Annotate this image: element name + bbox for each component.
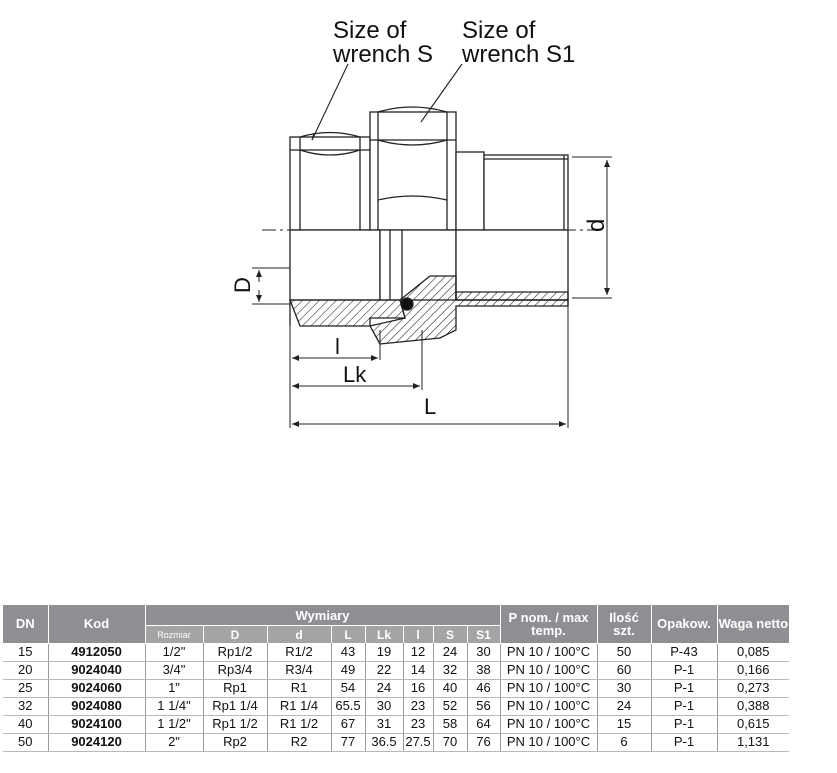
cell-L: 67 (331, 715, 365, 733)
cell-L: 77 (331, 733, 365, 751)
cell-d: R1 1/4 (267, 697, 331, 715)
cell-S: 32 (433, 661, 467, 679)
cell-dn: 15 (3, 643, 48, 661)
table-row (3, 697, 789, 715)
dim-l-label: l (335, 334, 340, 359)
wrench-s1-label-1: Size of (462, 17, 536, 44)
cell-Lk: 30 (365, 697, 403, 715)
cell-D: Rp1 1/2 (203, 715, 267, 733)
cell-Lk: 19 (365, 643, 403, 661)
cell-L: 49 (331, 661, 365, 679)
cell-rozmiar: 1 1/4" (145, 697, 203, 715)
cell-p-nom: PN 10 / 100°C (500, 715, 597, 733)
cell-p-nom: PN 10 / 100°C (500, 643, 597, 661)
thread-body (456, 152, 568, 230)
cell-S1: 30 (467, 643, 500, 661)
header-p-nom-line1: P nom. / max (508, 609, 589, 625)
dim-d-small-label: d (583, 218, 610, 232)
table-row (3, 715, 789, 733)
header-kod: Kod (48, 605, 145, 643)
cell-dn: 32 (3, 697, 48, 715)
cell-kod: 9024040 (48, 661, 145, 679)
cell-dn: 25 (3, 679, 48, 697)
cell-d: R1 (267, 679, 331, 697)
cell-d: R3/4 (267, 661, 331, 679)
header-waga: Waga netto (717, 605, 789, 643)
cell-S1: 38 (467, 661, 500, 679)
cell-ilosc: 24 (597, 697, 651, 715)
cell-ilosc: 6 (597, 733, 651, 751)
cell-D: Rp3/4 (203, 661, 267, 679)
wrench-s-label-2: wrench S (333, 41, 434, 68)
cell-S: 40 (433, 679, 467, 697)
spec-table (3, 605, 789, 752)
table-row (3, 733, 789, 751)
subheader-D: D (203, 626, 267, 644)
subheader-L: L (331, 626, 365, 644)
cell-S1: 64 (467, 715, 500, 733)
dim-Lk-label: Lk (343, 362, 367, 387)
header-opakow: Opakow. (651, 605, 717, 643)
cell-Lk: 36.5 (365, 733, 403, 751)
cell-S: 70 (433, 733, 467, 751)
cell-ilosc: 30 (597, 679, 651, 697)
wrench-s1-label-2: wrench S1 (462, 41, 576, 68)
cell-rozmiar: 3/4" (145, 661, 203, 679)
cell-p-nom: PN 10 / 100°C (500, 661, 597, 679)
dim-D-label: D (230, 277, 255, 293)
spec-table-body (3, 643, 789, 751)
cell-D: Rp1 (203, 679, 267, 697)
table-row (3, 679, 789, 697)
cell-S1: 46 (467, 679, 500, 697)
cell-L: 54 (331, 679, 365, 697)
cell-p-nom: PN 10 / 100°C (500, 679, 597, 697)
table-row (3, 661, 789, 679)
dim-L-label: L (424, 394, 437, 419)
cell-ilosc: 60 (597, 661, 651, 679)
cell-l: 12 (403, 643, 433, 661)
cell-opakow: P-1 (651, 715, 717, 733)
cell-opakow: P-43 (651, 643, 717, 661)
subheader-d: d (267, 626, 331, 644)
cell-dn: 20 (3, 661, 48, 679)
cell-ilosc: 15 (597, 715, 651, 733)
cell-S: 24 (433, 643, 467, 661)
cell-Lk: 24 (365, 679, 403, 697)
cell-waga: 0,166 (717, 661, 789, 679)
cell-dn: 40 (3, 715, 48, 733)
cell-d: R1/2 (267, 643, 331, 661)
cell-dn: 50 (3, 733, 48, 751)
nut-s (290, 133, 370, 231)
subheader-rozmiar: Rozmiar (145, 626, 203, 644)
cell-kod: 9024060 (48, 679, 145, 697)
subheader-S1: S1 (467, 626, 500, 644)
cell-D: Rp1/2 (203, 643, 267, 661)
cell-opakow: P-1 (651, 697, 717, 715)
cell-kod: 9024080 (48, 697, 145, 715)
header-wymiary: Wymiary (145, 605, 500, 626)
cell-opakow: P-1 (651, 679, 717, 697)
cell-waga: 0,085 (717, 643, 789, 661)
cell-opakow: P-1 (651, 661, 717, 679)
cell-l: 23 (403, 715, 433, 733)
cell-waga: 0,615 (717, 715, 789, 733)
header-p-nom (500, 605, 597, 643)
header-ilosc-line2: szt. (613, 622, 635, 638)
cell-D: Rp2 (203, 733, 267, 751)
cell-S: 52 (433, 697, 467, 715)
header-p-nom-line2: temp. (531, 622, 566, 638)
subheader-Lk: Lk (365, 626, 403, 644)
cell-D: Rp1 1/4 (203, 697, 267, 715)
section-view (290, 230, 568, 344)
header-dn: DN (3, 605, 48, 643)
cell-rozmiar: 1 1/2" (145, 715, 203, 733)
table-row (3, 643, 789, 661)
cell-l: 16 (403, 679, 433, 697)
cell-kod: 9024100 (48, 715, 145, 733)
cell-S1: 76 (467, 733, 500, 751)
cell-kod: 4912050 (48, 643, 145, 661)
cell-S1: 56 (467, 697, 500, 715)
cell-L: 43 (331, 643, 365, 661)
cell-rozmiar: 2" (145, 733, 203, 751)
wrench-s-label-1: Size of (333, 17, 407, 44)
cell-waga: 0,388 (717, 697, 789, 715)
cell-L: 65.5 (331, 697, 365, 715)
cell-ilosc: 50 (597, 643, 651, 661)
cell-p-nom: PN 10 / 100°C (500, 733, 597, 751)
subheader-S: S (433, 626, 467, 644)
cell-d: R2 (267, 733, 331, 751)
cell-rozmiar: 1" (145, 679, 203, 697)
cell-waga: 0,273 (717, 679, 789, 697)
nut-s1 (370, 107, 456, 230)
cell-waga: 1,131 (717, 733, 789, 751)
cell-rozmiar: 1/2" (145, 643, 203, 661)
cell-l: 14 (403, 661, 433, 679)
cell-kod: 9024120 (48, 733, 145, 751)
header-ilosc-line1: Ilość (609, 609, 639, 625)
cell-l: 27.5 (403, 733, 433, 751)
cell-Lk: 22 (365, 661, 403, 679)
cell-d: R1 1/2 (267, 715, 331, 733)
cell-opakow: P-1 (651, 733, 717, 751)
cell-S: 58 (433, 715, 467, 733)
subheader-l: l (403, 626, 433, 644)
cell-Lk: 31 (365, 715, 403, 733)
header-ilosc (597, 605, 651, 643)
cell-l: 23 (403, 697, 433, 715)
cell-p-nom: PN 10 / 100°C (500, 697, 597, 715)
